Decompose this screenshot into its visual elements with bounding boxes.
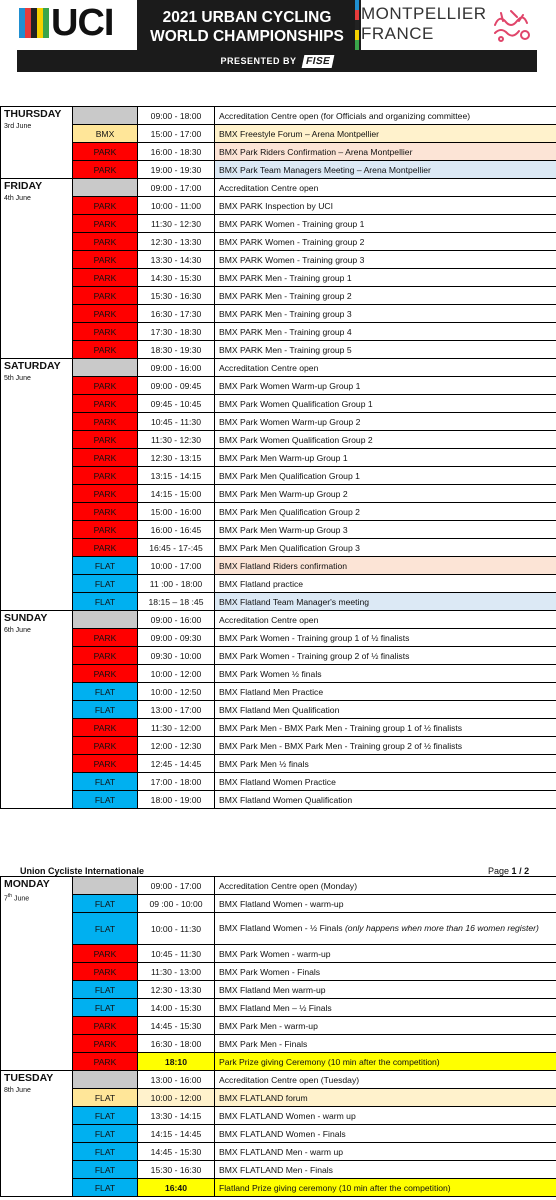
time-slot: 09:45 - 10:45 xyxy=(138,395,215,413)
schedule-row xyxy=(1,557,556,575)
discipline-tag: FLAT xyxy=(73,701,138,719)
day-date: 3rd June xyxy=(4,123,32,130)
time-slot: 10:00 - 11:00 xyxy=(138,197,215,215)
time-slot: 16:40 xyxy=(138,1179,215,1197)
schedule-table-page1 xyxy=(0,106,556,809)
event-description: BMX PARK Women - Training group 3 xyxy=(215,251,556,269)
discipline-tag: PARK xyxy=(73,485,138,503)
fise-logo: FISE xyxy=(302,55,335,68)
event-description: BMX FLATLAND Men - Finals xyxy=(215,1161,556,1179)
discipline-tag: FLAT xyxy=(73,1143,138,1161)
time-slot: 16:00 - 16:45 xyxy=(138,521,215,539)
event-description: BMX Park Men - Finals xyxy=(215,1035,556,1053)
schedule-row xyxy=(1,737,556,755)
time-slot: 14:45 - 15:30 xyxy=(138,1017,215,1035)
schedule-row xyxy=(1,773,556,791)
schedule-row xyxy=(1,215,556,233)
event-description: BMX Park Men ½ finals xyxy=(215,755,556,773)
discipline-tag: FLAT xyxy=(73,773,138,791)
time-slot: 15:30 - 16:30 xyxy=(138,287,215,305)
schedule-row xyxy=(1,341,556,359)
day-name: TUESDAY xyxy=(4,1072,54,1084)
time-slot: 10:00 - 12:00 xyxy=(138,1089,215,1107)
discipline-tag xyxy=(73,359,138,377)
discipline-tag: FLAT xyxy=(73,575,138,593)
schedule-row xyxy=(1,143,556,161)
time-slot: 14:15 - 15:00 xyxy=(138,485,215,503)
schedule-row xyxy=(1,575,556,593)
event-description: BMX Park Men Qualification Group 1 xyxy=(215,467,556,485)
discipline-tag: PARK xyxy=(73,521,138,539)
discipline-tag xyxy=(73,1071,138,1089)
time-slot: 17:30 - 18:30 xyxy=(138,323,215,341)
time-slot: 12:30 - 13:30 xyxy=(138,981,215,999)
day-date-month: June xyxy=(12,895,30,903)
event-description: BMX Park Team Managers Meeting – Arena Montpellier xyxy=(215,161,556,179)
discipline-tag: PARK xyxy=(73,269,138,287)
time-slot: 09:00 - 18:00 xyxy=(138,107,215,125)
event-description: BMX Park Men Warm-up Group 3 xyxy=(215,521,556,539)
event-description: BMX Flatland Men – ½ Finals xyxy=(215,999,556,1017)
discipline-tag: PARK xyxy=(73,963,138,981)
schedule-row xyxy=(1,1089,556,1107)
event-description: BMX FLATLAND Women - Finals xyxy=(215,1125,556,1143)
schedule-row xyxy=(1,503,556,521)
schedule-row xyxy=(1,323,556,341)
event-description: BMX Freestyle Forum – Arena Montpellier xyxy=(215,125,556,143)
time-slot: 09:00 - 17:00 xyxy=(138,877,215,895)
montpellier-emblem-icon xyxy=(489,5,533,45)
time-slot: 10:00 - 17:00 xyxy=(138,557,215,575)
event-description xyxy=(215,913,556,945)
time-slot: 13:30 - 14:30 xyxy=(138,251,215,269)
day-cell xyxy=(1,107,73,179)
discipline-tag: FLAT xyxy=(73,593,138,611)
day-date: 6th June xyxy=(4,627,31,634)
schedule-row xyxy=(1,683,556,701)
time-slot: 09:00 - 16:00 xyxy=(138,611,215,629)
time-slot: 11:30 - 13:00 xyxy=(138,963,215,981)
schedule-row xyxy=(1,287,556,305)
schedule-row xyxy=(1,999,556,1017)
event-description: BMX Flatland Men Practice xyxy=(215,683,556,701)
discipline-tag: PARK xyxy=(73,251,138,269)
uci-rainbow-bars-icon xyxy=(19,8,49,38)
discipline-tag: PARK xyxy=(73,215,138,233)
discipline-tag: PARK xyxy=(73,647,138,665)
event-description: BMX Park Women ½ finals xyxy=(215,665,556,683)
schedule-row xyxy=(1,161,556,179)
page-label: Page xyxy=(488,866,510,876)
time-slot: 12:00 - 12:30 xyxy=(138,737,215,755)
discipline-tag: PARK xyxy=(73,503,138,521)
discipline-tag xyxy=(73,179,138,197)
schedule-row xyxy=(1,1161,556,1179)
day-name: SUNDAY xyxy=(4,612,48,624)
time-slot: 18:30 - 19:30 xyxy=(138,341,215,359)
schedule-row xyxy=(1,1017,556,1035)
day-cell xyxy=(1,1071,73,1197)
discipline-tag: FLAT xyxy=(73,981,138,999)
event-description: BMX Park Women - Finals xyxy=(215,963,556,981)
schedule-row xyxy=(1,539,556,557)
time-slot: 09:00 - 17:00 xyxy=(138,179,215,197)
discipline-tag: PARK xyxy=(73,287,138,305)
event-description: Flatland Prize giving ceremony (10 min after the competition) xyxy=(215,1179,556,1197)
event-description: BMX Flatland practice xyxy=(215,575,556,593)
event-description: BMX PARK Men - Training group 3 xyxy=(215,305,556,323)
schedule-row xyxy=(1,611,556,629)
event-description: Accreditation Centre open xyxy=(215,611,556,629)
schedule-row xyxy=(1,197,556,215)
host-city-line2: FRANCE xyxy=(361,24,434,43)
discipline-tag: PARK xyxy=(73,305,138,323)
event-description: BMX Park Men Qualification Group 2 xyxy=(215,503,556,521)
event-description-text: BMX Flatland Women - ½ Finals xyxy=(219,923,343,933)
event-description: BMX Park Women - Training group 1 of ½ finalists xyxy=(215,629,556,647)
time-slot: 10:45 - 11:30 xyxy=(138,945,215,963)
discipline-tag xyxy=(73,877,138,895)
event-description: BMX Park Men - warm-up xyxy=(215,1017,556,1035)
host-city-text xyxy=(361,4,486,44)
event-description: BMX Flatland Riders confirmation xyxy=(215,557,556,575)
discipline-tag: PARK xyxy=(73,143,138,161)
time-slot: 10:00 - 12:00 xyxy=(138,665,215,683)
discipline-tag: PARK xyxy=(73,737,138,755)
schedule-row xyxy=(1,593,556,611)
discipline-tag: PARK xyxy=(73,467,138,485)
time-slot: 12:45 - 14:45 xyxy=(138,755,215,773)
event-header xyxy=(17,0,537,72)
time-slot: 14:30 - 15:30 xyxy=(138,269,215,287)
event-description: BMX FLATLAND Women - warm up xyxy=(215,1107,556,1125)
footer-organization: Union Cycliste Internationale xyxy=(20,866,145,876)
uci-logo-text: UCI xyxy=(51,2,114,44)
time-slot: 16:30 - 18:00 xyxy=(138,1035,215,1053)
schedule-row xyxy=(1,359,556,377)
event-description: Accreditation Centre open (Tuesday) xyxy=(215,1071,556,1089)
discipline-tag: FLAT xyxy=(73,1125,138,1143)
event-description: BMX Park Women Qualification Group 2 xyxy=(215,431,556,449)
discipline-tag: PARK xyxy=(73,945,138,963)
event-description: BMX Park Women - Training group 2 of ½ finalists xyxy=(215,647,556,665)
time-slot: 09:00 - 16:00 xyxy=(138,359,215,377)
schedule-row xyxy=(1,1035,556,1053)
discipline-tag: FLAT xyxy=(73,1089,138,1107)
discipline-tag: PARK xyxy=(73,539,138,557)
event-description: BMX Park Men - BMX Park Men - Training group 1 of ½ finalists xyxy=(215,719,556,737)
schedule-row xyxy=(1,791,556,809)
event-description: BMX Park Riders Confirmation – Arena Montpellier xyxy=(215,143,556,161)
schedule-row xyxy=(1,665,556,683)
day-date-number: 7 xyxy=(4,895,8,903)
schedule-row xyxy=(1,1179,556,1197)
event-description: BMX FLATLAND Men - warm up xyxy=(215,1143,556,1161)
time-slot: 18:15 – 18 :45 xyxy=(138,593,215,611)
time-slot: 09 :00 - 10:00 xyxy=(138,895,215,913)
page-separator: / xyxy=(519,866,522,876)
discipline-tag: PARK xyxy=(73,341,138,359)
schedule-row xyxy=(1,125,556,143)
event-description: Accreditation Centre open (Monday) xyxy=(215,877,556,895)
discipline-tag: FLAT xyxy=(73,1161,138,1179)
discipline-tag: PARK xyxy=(73,161,138,179)
event-description: Accreditation Centre open xyxy=(215,359,556,377)
host-city-line1: MONTPELLIER xyxy=(361,4,487,23)
discipline-tag: FLAT xyxy=(73,683,138,701)
event-description: BMX Park Men Warm-up Group 1 xyxy=(215,449,556,467)
discipline-tag: FLAT xyxy=(73,913,138,945)
event-description: BMX FLATLAND forum xyxy=(215,1089,556,1107)
discipline-tag xyxy=(73,611,138,629)
day-name: SATURDAY xyxy=(4,360,61,372)
time-slot: 09:00 - 09:45 xyxy=(138,377,215,395)
schedule-row xyxy=(1,233,556,251)
discipline-tag: PARK xyxy=(73,323,138,341)
schedule-row xyxy=(1,1107,556,1125)
schedule-row xyxy=(1,1071,556,1089)
schedule-row xyxy=(1,1143,556,1161)
event-title-line2: WORLD CHAMPIONSHIPS xyxy=(150,28,344,45)
time-slot: 13:15 - 14:15 xyxy=(138,467,215,485)
time-slot: 15:00 - 16:00 xyxy=(138,503,215,521)
discipline-tag: PARK xyxy=(73,377,138,395)
presented-by-label: PRESENTED BY xyxy=(220,56,297,66)
discipline-tag: FLAT xyxy=(73,791,138,809)
time-slot: 19:00 - 19:30 xyxy=(138,161,215,179)
time-slot: 09:00 - 09:30 xyxy=(138,629,215,647)
schedule-row xyxy=(1,467,556,485)
presented-by xyxy=(17,51,537,72)
time-slot: 14:45 - 15:30 xyxy=(138,1143,215,1161)
schedule-row xyxy=(1,719,556,737)
event-description: BMX Flatland Team Manager's meeting xyxy=(215,593,556,611)
discipline-tag: PARK xyxy=(73,1017,138,1035)
discipline-tag: FLAT xyxy=(73,895,138,913)
discipline-tag: PARK xyxy=(73,719,138,737)
event-description: Accreditation Centre open (for Officials and organizing committee) xyxy=(215,107,556,125)
discipline-tag: PARK xyxy=(73,395,138,413)
discipline-tag: FLAT xyxy=(73,557,138,575)
day-date-suffix: th xyxy=(7,893,13,899)
event-description: BMX Flatland Women Qualification xyxy=(215,791,556,809)
day-cell xyxy=(1,359,73,611)
schedule-row xyxy=(1,1125,556,1143)
time-slot: 16:30 - 17:30 xyxy=(138,305,215,323)
schedule-row xyxy=(1,701,556,719)
schedule-row xyxy=(1,413,556,431)
schedule-row xyxy=(1,179,556,197)
time-slot: 11 :00 - 18:00 xyxy=(138,575,215,593)
schedule-row xyxy=(1,629,556,647)
event-description: BMX PARK Men - Training group 4 xyxy=(215,323,556,341)
day-cell xyxy=(1,877,73,1071)
discipline-tag: PARK xyxy=(73,413,138,431)
event-description: BMX Park Women - warm-up xyxy=(215,945,556,963)
time-slot: 18:00 - 19:00 xyxy=(138,791,215,809)
event-description: BMX Park Women Qualification Group 1 xyxy=(215,395,556,413)
time-slot: 11:30 - 12:00 xyxy=(138,719,215,737)
discipline-tag: PARK xyxy=(73,665,138,683)
schedule-row xyxy=(1,945,556,963)
time-slot: 10:00 - 12:50 xyxy=(138,683,215,701)
schedule-row xyxy=(1,305,556,323)
day-cell xyxy=(1,611,73,809)
event-title-line1: 2021 URBAN CYCLING xyxy=(162,9,332,26)
time-slot: 15:30 - 16:30 xyxy=(138,1161,215,1179)
schedule-table-page2 xyxy=(0,876,556,1197)
time-slot: 18:10 xyxy=(138,1053,215,1071)
event-description: BMX PARK Women - Training group 1 xyxy=(215,215,556,233)
discipline-tag: PARK xyxy=(73,1035,138,1053)
event-description: Accreditation Centre open xyxy=(215,179,556,197)
day-date: 4th June xyxy=(4,195,31,202)
time-slot: 12:30 - 13:30 xyxy=(138,233,215,251)
schedule-row xyxy=(1,1053,556,1071)
schedule-row xyxy=(1,377,556,395)
discipline-tag: PARK xyxy=(73,1053,138,1071)
event-description: BMX Park Women Warm-up Group 2 xyxy=(215,413,556,431)
time-slot: 13:30 - 14:15 xyxy=(138,1107,215,1125)
time-slot: 14:00 - 15:30 xyxy=(138,999,215,1017)
event-description-note: (only happens when more than 16 women register) xyxy=(344,923,539,933)
day-date: 5th June xyxy=(4,375,31,382)
schedule-row xyxy=(1,647,556,665)
page-total: 2 xyxy=(524,866,530,876)
time-slot: 13:00 - 17:00 xyxy=(138,701,215,719)
discipline-tag: PARK xyxy=(73,629,138,647)
event-description: BMX Flatland Men warm-up xyxy=(215,981,556,999)
time-slot: 14:15 - 14:45 xyxy=(138,1125,215,1143)
schedule-row xyxy=(1,521,556,539)
event-description: BMX Park Men Warm-up Group 2 xyxy=(215,485,556,503)
event-description: BMX Flatland Women Practice xyxy=(215,773,556,791)
time-slot: 17:00 - 18:00 xyxy=(138,773,215,791)
discipline-tag: PARK xyxy=(73,197,138,215)
schedule-row xyxy=(1,877,556,895)
day-name: FRIDAY xyxy=(4,180,43,192)
schedule-row xyxy=(1,395,556,413)
schedule-row xyxy=(1,485,556,503)
time-slot: 11:30 - 12:30 xyxy=(138,431,215,449)
day-name: THURSDAY xyxy=(4,108,62,120)
schedule-row xyxy=(1,981,556,999)
time-slot: 15:00 - 17:00 xyxy=(138,125,215,143)
event-description: BMX Flatland Women - warm-up xyxy=(215,895,556,913)
event-description: BMX Flatland Men Qualification xyxy=(215,701,556,719)
event-description: BMX PARK Men - Training group 1 xyxy=(215,269,556,287)
discipline-tag: PARK xyxy=(73,233,138,251)
time-slot: 16:45 - 17-:45 xyxy=(138,539,215,557)
schedule-row xyxy=(1,449,556,467)
schedule-row xyxy=(1,895,556,913)
discipline-tag: PARK xyxy=(73,449,138,467)
schedule-row xyxy=(1,107,556,125)
event-description: BMX PARK Inspection by UCI xyxy=(215,197,556,215)
schedule-row xyxy=(1,755,556,773)
day-date: 8th June xyxy=(4,1087,31,1094)
schedule-row xyxy=(1,269,556,287)
event-description: BMX PARK Men - Training group 2 xyxy=(215,287,556,305)
discipline-tag: BMX xyxy=(73,125,138,143)
event-title xyxy=(139,3,355,49)
schedule-row xyxy=(1,431,556,449)
event-description: BMX Park Women Warm-up Group 1 xyxy=(215,377,556,395)
time-slot: 09:30 - 10:00 xyxy=(138,647,215,665)
schedule-row xyxy=(1,913,556,945)
host-city-logo xyxy=(361,0,537,50)
discipline-tag: PARK xyxy=(73,755,138,773)
event-description: BMX Park Men Qualification Group 3 xyxy=(215,539,556,557)
page-current: 1 xyxy=(511,866,517,876)
event-description: Park Prize giving Ceremony (10 min after the competition) xyxy=(215,1053,556,1071)
uci-logo xyxy=(17,0,137,50)
schedule-row xyxy=(1,963,556,981)
event-description: BMX PARK Men - Training group 5 xyxy=(215,341,556,359)
rainbow-stripe xyxy=(355,0,359,50)
page-number xyxy=(488,866,529,876)
time-slot: 10:45 - 11:30 xyxy=(138,413,215,431)
discipline-tag: FLAT xyxy=(73,1107,138,1125)
discipline-tag: FLAT xyxy=(73,1179,138,1197)
time-slot: 12:30 - 13:15 xyxy=(138,449,215,467)
time-slot: 13:00 - 16:00 xyxy=(138,1071,215,1089)
schedule-row xyxy=(1,251,556,269)
event-description: BMX PARK Women - Training group 2 xyxy=(215,233,556,251)
time-slot: 10:00 - 11:30 xyxy=(138,913,215,945)
day-name: MONDAY xyxy=(4,878,50,890)
time-slot: 11:30 - 12:30 xyxy=(138,215,215,233)
time-slot: 16:00 - 18:30 xyxy=(138,143,215,161)
discipline-tag: PARK xyxy=(73,431,138,449)
event-description: BMX Park Men - BMX Park Men - Training group 2 of ½ finalists xyxy=(215,737,556,755)
day-date xyxy=(4,891,69,904)
discipline-tag xyxy=(73,107,138,125)
discipline-tag: FLAT xyxy=(73,999,138,1017)
day-cell xyxy=(1,179,73,359)
